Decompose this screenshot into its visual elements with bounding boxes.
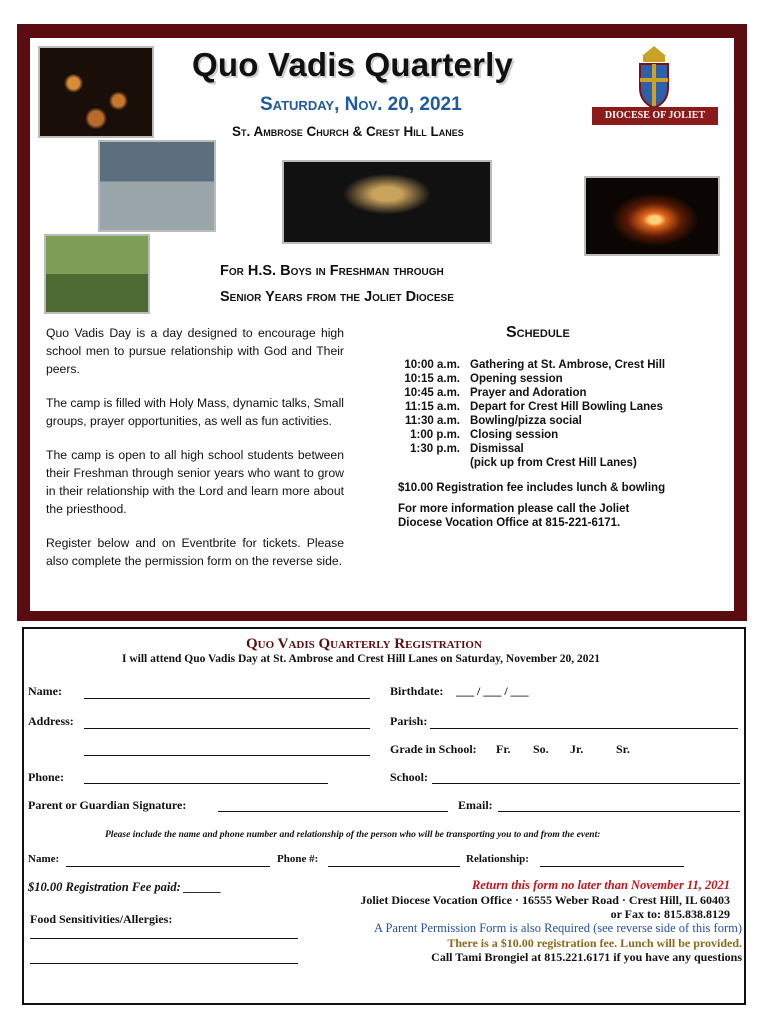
schedule-event: (pick up from Crest Hill Lanes) [470, 457, 637, 469]
schedule-row [392, 372, 665, 386]
address-field[interactable] [84, 728, 370, 729]
address-label: Address: [28, 714, 74, 728]
parish-label: Parish: [390, 714, 428, 728]
food-sensitivities-field-line-2[interactable] [30, 963, 298, 964]
name-field[interactable] [84, 698, 370, 699]
questions-contact: Call Tami Brongiel at 815.221.6171 if you have any questions [431, 950, 742, 964]
event-date: Saturday, Nov. 20, 2021 [260, 94, 462, 115]
name-label: Name: [28, 684, 62, 698]
schedule-event: Bowling/pizza social [470, 415, 582, 427]
contact-line-2: Diocese Vocation Office at 815-221-6171. [398, 517, 621, 529]
grade-option-jr[interactable]: Jr. [570, 742, 584, 756]
schedule-time: 1:00 p.m. [410, 429, 460, 441]
address-field-line-2[interactable] [84, 755, 370, 756]
registration-subtitle: I will attend Quo Vadis Day at St. Ambrose and Crest Hill Lanes on Saturday, November 20, 2021 [122, 653, 600, 665]
email-field[interactable] [498, 811, 740, 812]
registration-title: Quo Vadis Quarterly Registration [246, 636, 482, 652]
transport-relationship-field[interactable] [540, 866, 684, 867]
schedule-heading: Schedule [506, 324, 570, 341]
schedule-time: 1:30 p.m. [410, 443, 460, 455]
diocese-badge: DIOCESE OF JOLIET [592, 107, 718, 125]
candlelight-photo [38, 46, 154, 138]
office-address: Joliet Diocese Vocation Office · 16555 Weber Road · Crest Hill, IL 60403 [360, 893, 730, 907]
grade-option-so[interactable]: So. [533, 742, 549, 756]
schedule-time: 10:45 a.m. [404, 387, 460, 399]
grade-option-fr[interactable]: Fr. [496, 742, 511, 756]
bonfire-photo [584, 176, 720, 256]
audience-heading [220, 258, 560, 310]
description-paragraph: The camp is filled with Holy Mass, dynamic talks, Small groups, prayer opportunities, as well as fun activities. [46, 396, 345, 428]
schedule-row [392, 414, 665, 428]
phone-field[interactable] [84, 783, 328, 784]
food-sensitivities-field[interactable] [30, 938, 298, 939]
transport-phone-label: Phone #: [277, 853, 319, 865]
schedule-row [392, 386, 665, 400]
birthdate-field[interactable]: ___ / ___ / ___ [456, 684, 529, 698]
food-sensitivities-label: Food Sensitivities/Allergies: [30, 912, 173, 926]
transport-phone-field[interactable] [328, 866, 460, 867]
parish-field[interactable] [430, 728, 738, 729]
transport-name-label: Name: [28, 853, 60, 865]
schedule-time: 10:15 a.m. [404, 373, 460, 385]
return-deadline: Return this form no later than November 11, 2021 [471, 878, 730, 892]
schedule-row [392, 400, 665, 414]
school-field[interactable] [432, 783, 740, 784]
guardian-signature-field[interactable] [218, 811, 448, 812]
guardian-signature-label: Parent or Guardian Signature: [28, 798, 187, 812]
phone-label: Phone: [28, 770, 64, 784]
registration-fee-note: There is a $10.00 registration fee. Lunch will be provided. [447, 936, 742, 950]
transport-relationship-label: Relationship: [466, 853, 529, 865]
schedule-row [392, 442, 665, 456]
schedule-row [392, 428, 665, 442]
audience-line-2: Senior Years from the Joliet Diocese [220, 289, 454, 305]
transport-note: Please include the name and phone number and relationship of the person who will be transporting you to and from the event: [105, 830, 601, 840]
procession-photo [282, 160, 492, 244]
event-venue: St. Ambrose Church & Crest Hill Lanes [232, 124, 464, 139]
schedule-time [392, 456, 470, 470]
gym-photo [98, 140, 216, 232]
outdoor-group-photo [44, 234, 150, 314]
description-paragraph: The camp is open to all high school students between their Freshman through senior years who want to grow in their relationship with the Lord and learn more about the priesthood. [46, 448, 344, 516]
grade-option-sr[interactable]: Sr. [616, 742, 630, 756]
audience-line-1: For H.S. Boys in Freshman through [220, 263, 444, 279]
schedule-row [392, 358, 665, 372]
grade-label: Grade in School: [390, 742, 477, 756]
birthdate-label: Birthdate: [390, 684, 444, 698]
fee-paid-field[interactable]: $10.00 Registration Fee paid: ______ [28, 880, 222, 894]
schedule-event: Opening session [470, 373, 563, 385]
schedule-event: Closing session [470, 429, 559, 441]
flyer-title: Quo Vadis Quarterly [192, 46, 514, 83]
schedule-event: Gathering at St. Ambrose, Crest Hill [470, 359, 666, 371]
schedule-list [392, 358, 665, 470]
contact-line-1: For more information please call the Joliet [398, 503, 630, 515]
transport-name-field[interactable] [66, 866, 270, 867]
school-label: School: [390, 770, 429, 784]
schedule-event: Dismissal [470, 443, 524, 455]
schedule-time: 10:00 a.m. [404, 359, 460, 371]
contact-info [398, 502, 698, 530]
description [46, 324, 344, 586]
description-paragraph: Quo Vadis Day is a day designed to encourage high school men to pursue relationship with God and Their peers. [46, 326, 344, 376]
email-label: Email: [458, 798, 493, 812]
permission-form-note: A Parent Permission Form is also Required (see reverse side of this form) [374, 921, 742, 935]
description-paragraph: Register below and on Eventbrite for tickets. Please also complete the permission form on the reverse side. [46, 536, 344, 568]
fee-note: $10.00 Registration fee includes lunch & bowling [398, 482, 666, 494]
schedule-event: Prayer and Adoration [470, 387, 587, 399]
schedule-time: 11:15 a.m. [405, 401, 460, 413]
fax-number: or Fax to: 815.838.8129 [610, 907, 730, 921]
schedule-time: 11:30 a.m. [405, 415, 460, 427]
schedule-event: Depart for Crest Hill Bowling Lanes [470, 401, 663, 413]
schedule-row [392, 456, 665, 470]
